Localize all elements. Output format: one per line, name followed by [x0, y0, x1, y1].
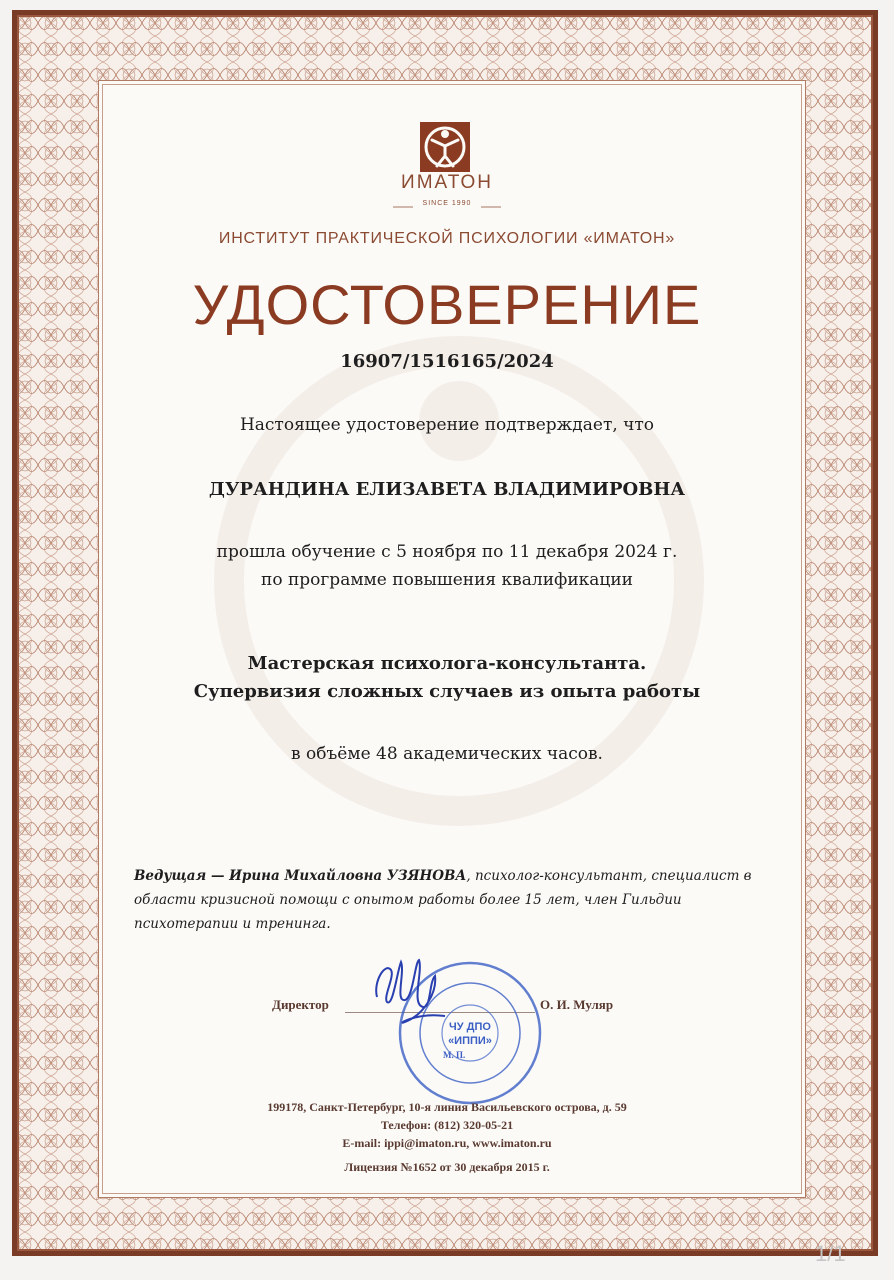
- course-title: [0, 650, 894, 706]
- institute-name: ИНСТИТУТ ПРАКТИЧЕСКОЙ ПСИХОЛОГИИ «ИМАТОН»: [218, 230, 676, 247]
- brand-name: ИМАТОН: [401, 172, 493, 193]
- course-hours: в объёме 48 академических часов.: [291, 744, 603, 764]
- confirmation-text: Настоящее удостоверение подтверждает, что: [239, 415, 655, 435]
- imaton-logo-icon: [404, 118, 490, 174]
- trainer-label: Ведущая — Ирина Михайловна УЗЯНОВА: [134, 868, 467, 884]
- footer-address: 199178, Санкт-Петербург, 10-я линия Васильевского острова, д. 59: [267, 1100, 627, 1114]
- certificate-number: 16907/1516165/2024: [340, 351, 554, 372]
- training-period: [0, 538, 894, 594]
- director-signature: [365, 952, 465, 1032]
- director-label: Директор: [272, 997, 329, 1012]
- footer-phone: Телефон: (812) 320-05-21: [380, 1118, 514, 1132]
- course-title-line2: Супервизия сложных случаев из опыта работы: [193, 681, 701, 702]
- stamp-text-1: ЧУ ДПО: [449, 1021, 491, 1033]
- program-intro-text: по программе повышения квалификации: [260, 570, 634, 590]
- course-title-line1: Мастерская психолога-консультанта.: [247, 653, 647, 674]
- trainer-details: , психолог-консультант, специалист в области кризисной помощи с опытом работы более 15 лет, член Гильдии психотерапии и тренинга.: [134, 868, 752, 932]
- trainer-description: [134, 864, 770, 936]
- director-name: О. И. Муляр: [540, 997, 614, 1012]
- holder-name: ДУРАНДИНА ЕЛИЗАВЕТА ВЛАДИМИРОВНА: [208, 479, 686, 500]
- stamp-text-2: «ИППИ»: [448, 1035, 492, 1047]
- period-text: прошла обучение с 5 ноября по 11 декабря 2024 г.: [216, 542, 678, 562]
- since-label: SINCE 1990: [422, 200, 472, 207]
- stamp-mp: М. П.: [443, 1050, 466, 1060]
- footer-email: E-mail: ippi@imaton.ru, www.imaton.ru: [342, 1136, 552, 1150]
- page-indicator: 1/1: [815, 1241, 846, 1266]
- footer-license: Лицензия №1652 от 30 декабря 2015 г.: [344, 1160, 550, 1174]
- document-title: УДОСТОВЕРЕНИЕ: [192, 273, 702, 336]
